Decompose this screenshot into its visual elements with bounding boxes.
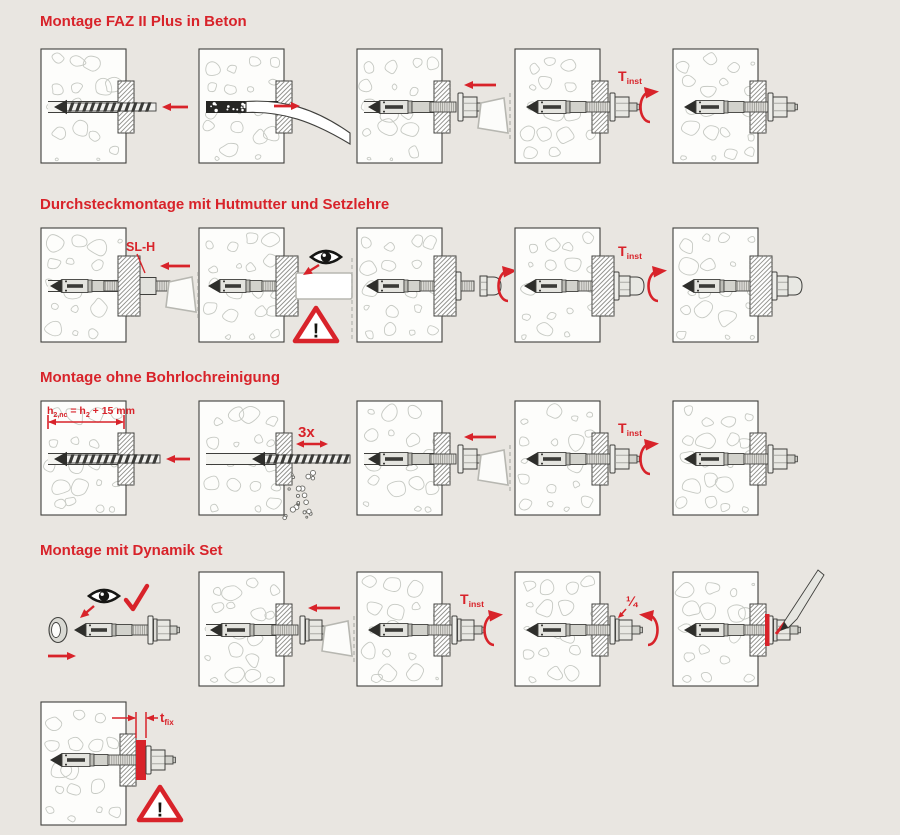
step-illustration bbox=[356, 224, 514, 348]
step-illustration bbox=[672, 397, 830, 521]
pen-icon bbox=[780, 570, 824, 631]
svg-text:3x: 3x bbox=[298, 424, 315, 441]
rotation-cw-icon bbox=[641, 87, 660, 122]
fixture-plate bbox=[592, 256, 614, 316]
panel-drill bbox=[40, 45, 198, 169]
step-illustration bbox=[40, 45, 198, 169]
panel-hammer-insert bbox=[356, 45, 514, 169]
step-illustration bbox=[356, 45, 514, 169]
panel-cap-nut-on bbox=[356, 224, 514, 348]
panel-sleeve-check bbox=[198, 224, 356, 348]
rotation-cw-icon bbox=[485, 610, 504, 645]
arrow-left-icon bbox=[162, 103, 188, 111]
tfix-label bbox=[160, 710, 174, 727]
step-illustration bbox=[514, 224, 672, 348]
section-title: Montage FAZ II Plus in Beton bbox=[40, 13, 247, 30]
panel-tfix-check bbox=[40, 698, 198, 835]
anchor-bolt bbox=[614, 272, 644, 300]
svg-text:¼: ¼ bbox=[626, 594, 638, 609]
warning-triangle-icon bbox=[139, 787, 181, 822]
panel-installed-cap bbox=[672, 224, 830, 348]
panel-hammer-insert-dynamic bbox=[198, 568, 356, 692]
step-illustration bbox=[40, 698, 198, 835]
fixture-plate bbox=[276, 256, 298, 316]
rotation-cw-icon bbox=[649, 266, 668, 301]
step-illustration bbox=[356, 397, 514, 521]
torque-label bbox=[460, 591, 484, 609]
hammer-icon bbox=[478, 93, 510, 139]
step-illustration bbox=[40, 397, 198, 521]
fixture-thickness bbox=[136, 740, 146, 780]
panel-quarter-turn bbox=[514, 568, 672, 692]
step-illustration bbox=[672, 45, 830, 169]
step-illustration bbox=[198, 568, 356, 692]
anchor-bolt bbox=[772, 272, 802, 300]
anchor-bolt bbox=[456, 272, 474, 300]
arrow-left-icon bbox=[464, 81, 496, 89]
panel-torque bbox=[514, 397, 672, 521]
svg-text:h2,nc = h2 + 15 mm: $h_{2,nc} = h_2 + 15$ mm bbox=[47, 405, 135, 419]
fixture-plate bbox=[434, 256, 456, 316]
anchor-bolt bbox=[208, 279, 276, 293]
svg-text:tfix: $t_{fix}$ bbox=[160, 710, 174, 727]
torque-label bbox=[618, 243, 642, 261]
anchor-bolt bbox=[50, 279, 118, 293]
panel-blow-pump bbox=[198, 45, 356, 169]
section-title: Montage ohne Bohrlochreinigung bbox=[40, 369, 280, 386]
step-illustration bbox=[514, 397, 672, 521]
step-illustration bbox=[514, 45, 672, 169]
eye-icon bbox=[311, 251, 341, 263]
panel-drill-3x bbox=[198, 397, 356, 521]
rotation-cw-icon bbox=[641, 439, 660, 474]
section-title: Durchsteckmontage mit Hutmutter und Setzlehre bbox=[40, 196, 390, 213]
step-illustration bbox=[198, 224, 356, 348]
anchor-bolt bbox=[366, 279, 434, 293]
arrow-right-icon bbox=[48, 652, 76, 660]
panel-drill-depth bbox=[40, 397, 198, 521]
step-illustration bbox=[356, 568, 514, 692]
svg-text:!: ! bbox=[156, 799, 164, 822]
panel-sleeve-insert bbox=[40, 224, 198, 348]
step-illustration bbox=[40, 224, 198, 348]
panel-kit-check bbox=[40, 568, 198, 692]
double-arrow-icon bbox=[296, 440, 328, 447]
section-title: Montage mit Dynamik Set bbox=[40, 542, 223, 559]
panel-torque-dynamic bbox=[356, 568, 514, 692]
panel-torque-cap bbox=[514, 224, 672, 348]
ring-washer-icon bbox=[49, 618, 67, 643]
arrow-left-icon bbox=[464, 433, 496, 441]
panel-installed bbox=[672, 45, 830, 169]
panel-installed bbox=[672, 397, 830, 521]
hammer-icon bbox=[322, 616, 354, 662]
arrow-left-icon bbox=[308, 604, 340, 612]
step-illustration bbox=[198, 45, 356, 169]
fixture-plate bbox=[118, 256, 140, 316]
step-illustration bbox=[514, 568, 672, 692]
svg-text:Tinst: $T_{inst}$ bbox=[618, 420, 642, 438]
step-illustration bbox=[198, 397, 356, 521]
count-label bbox=[298, 424, 315, 441]
step-illustration bbox=[672, 568, 830, 692]
svg-text:Tinst: $T_{inst}$ bbox=[618, 243, 642, 261]
hammer-icon bbox=[478, 445, 510, 491]
fixture-plate bbox=[750, 256, 772, 316]
step-illustration bbox=[40, 568, 198, 692]
svg-text:Tinst: $T_{inst}$ bbox=[618, 68, 642, 86]
arrow-down-left-icon bbox=[80, 606, 94, 618]
arrow-left-icon bbox=[160, 262, 190, 270]
panel-torque bbox=[514, 45, 672, 169]
svg-text:Tinst: $T_{inst}$ bbox=[460, 591, 484, 609]
hammer-icon bbox=[166, 272, 198, 318]
anchor-bolt bbox=[682, 279, 750, 293]
torque-label bbox=[618, 420, 642, 438]
anchor-bolt bbox=[74, 616, 179, 644]
svg-text:SL-H: SL-H bbox=[126, 240, 156, 254]
panel-mark-pen bbox=[672, 568, 830, 692]
anchor-bolt bbox=[524, 279, 592, 293]
panel-hammer-insert bbox=[356, 397, 514, 521]
quarter-label bbox=[618, 594, 639, 618]
arrow-left-icon bbox=[166, 455, 190, 463]
svg-text:!: ! bbox=[312, 320, 320, 343]
eye-icon bbox=[89, 590, 119, 602]
torque-label bbox=[618, 68, 642, 86]
warning-triangle-icon bbox=[295, 308, 337, 343]
check-icon bbox=[126, 586, 147, 609]
step-illustration bbox=[672, 224, 830, 348]
